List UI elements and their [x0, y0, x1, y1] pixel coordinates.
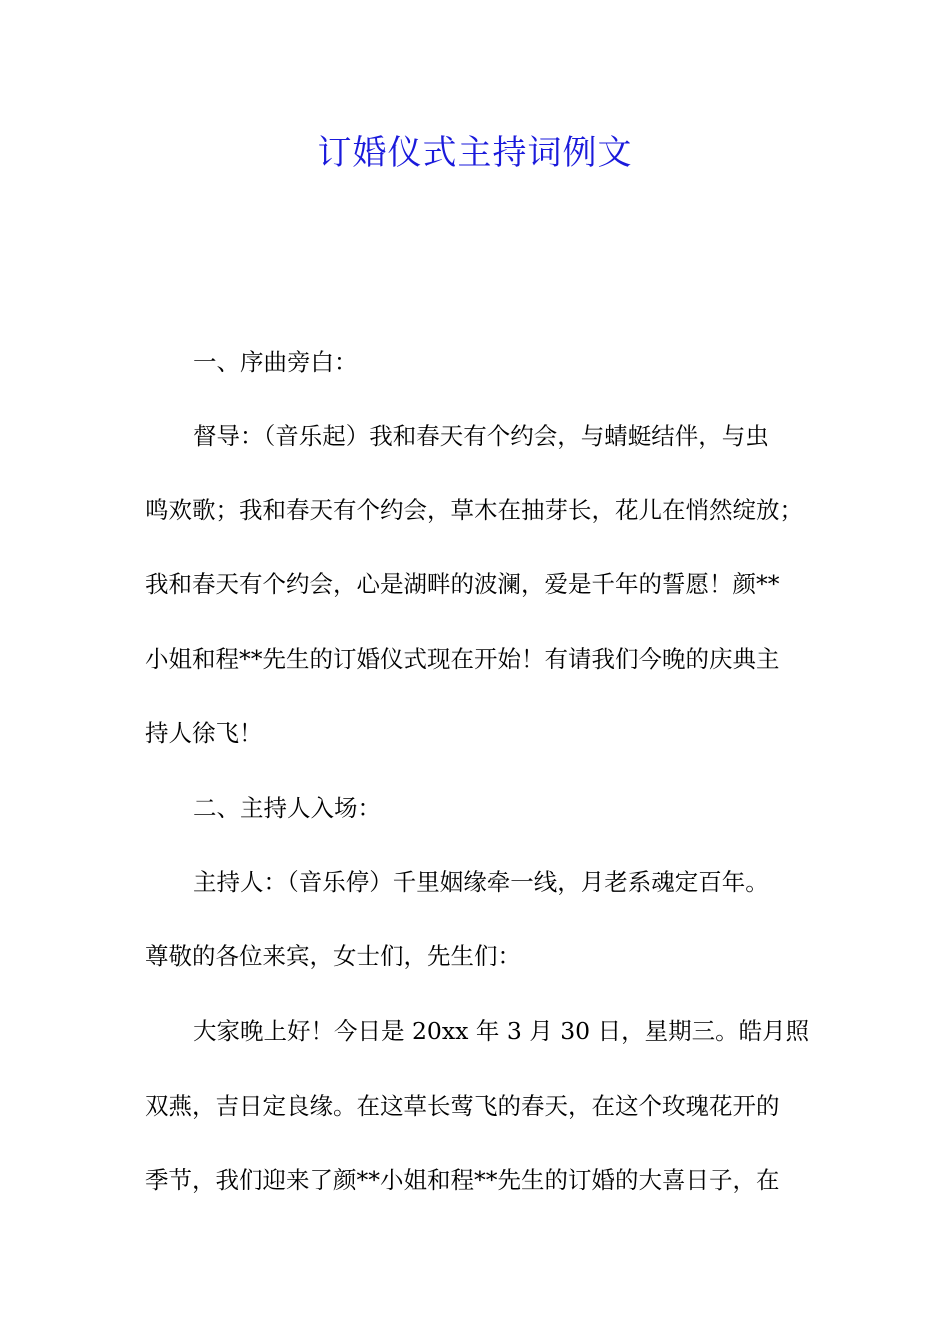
paragraph-line: 大家晚上好！今日是 20xx 年 3 月 30 日，星期三。皓月照 [193, 1017, 810, 1045]
paragraph-line: 尊敬的各位来宾，女士们，先生们： [145, 942, 521, 970]
section-heading-host-entrance: 二、主持人入场： [193, 794, 381, 822]
section-heading-prelude: 一、序曲旁白： [193, 348, 358, 376]
paragraph-line: 季节，我们迎来了颜**小姐和程**先生的订婚的大喜日子，在 [145, 1166, 780, 1194]
paragraph-line: 我和春天有个约会，心是湖畔的波澜，爱是千年的誓愿！颜** [145, 570, 780, 598]
document-title: 订婚仪式主持词例文 [317, 133, 633, 173]
paragraph-line: 鸣欢歌；我和春天有个约会，草木在抽芽长，花儿在悄然绽放； [145, 496, 803, 524]
paragraph-line: 双燕，吉日定良缘。在这草长莺飞的春天，在这个玫瑰花开的 [145, 1092, 780, 1120]
paragraph-line: 小姐和程**先生的订婚仪式现在开始！有请我们今晚的庆典主 [145, 645, 780, 673]
paragraph-line: 持人徐飞！ [145, 719, 263, 747]
paragraph-line: 主持人：（音乐停）千里姻缘牵一线，月老系魂定百年。 [193, 868, 769, 896]
paragraph-line: 督导：（音乐起）我和春天有个约会，与蜻蜓结伴，与虫 [193, 422, 769, 450]
